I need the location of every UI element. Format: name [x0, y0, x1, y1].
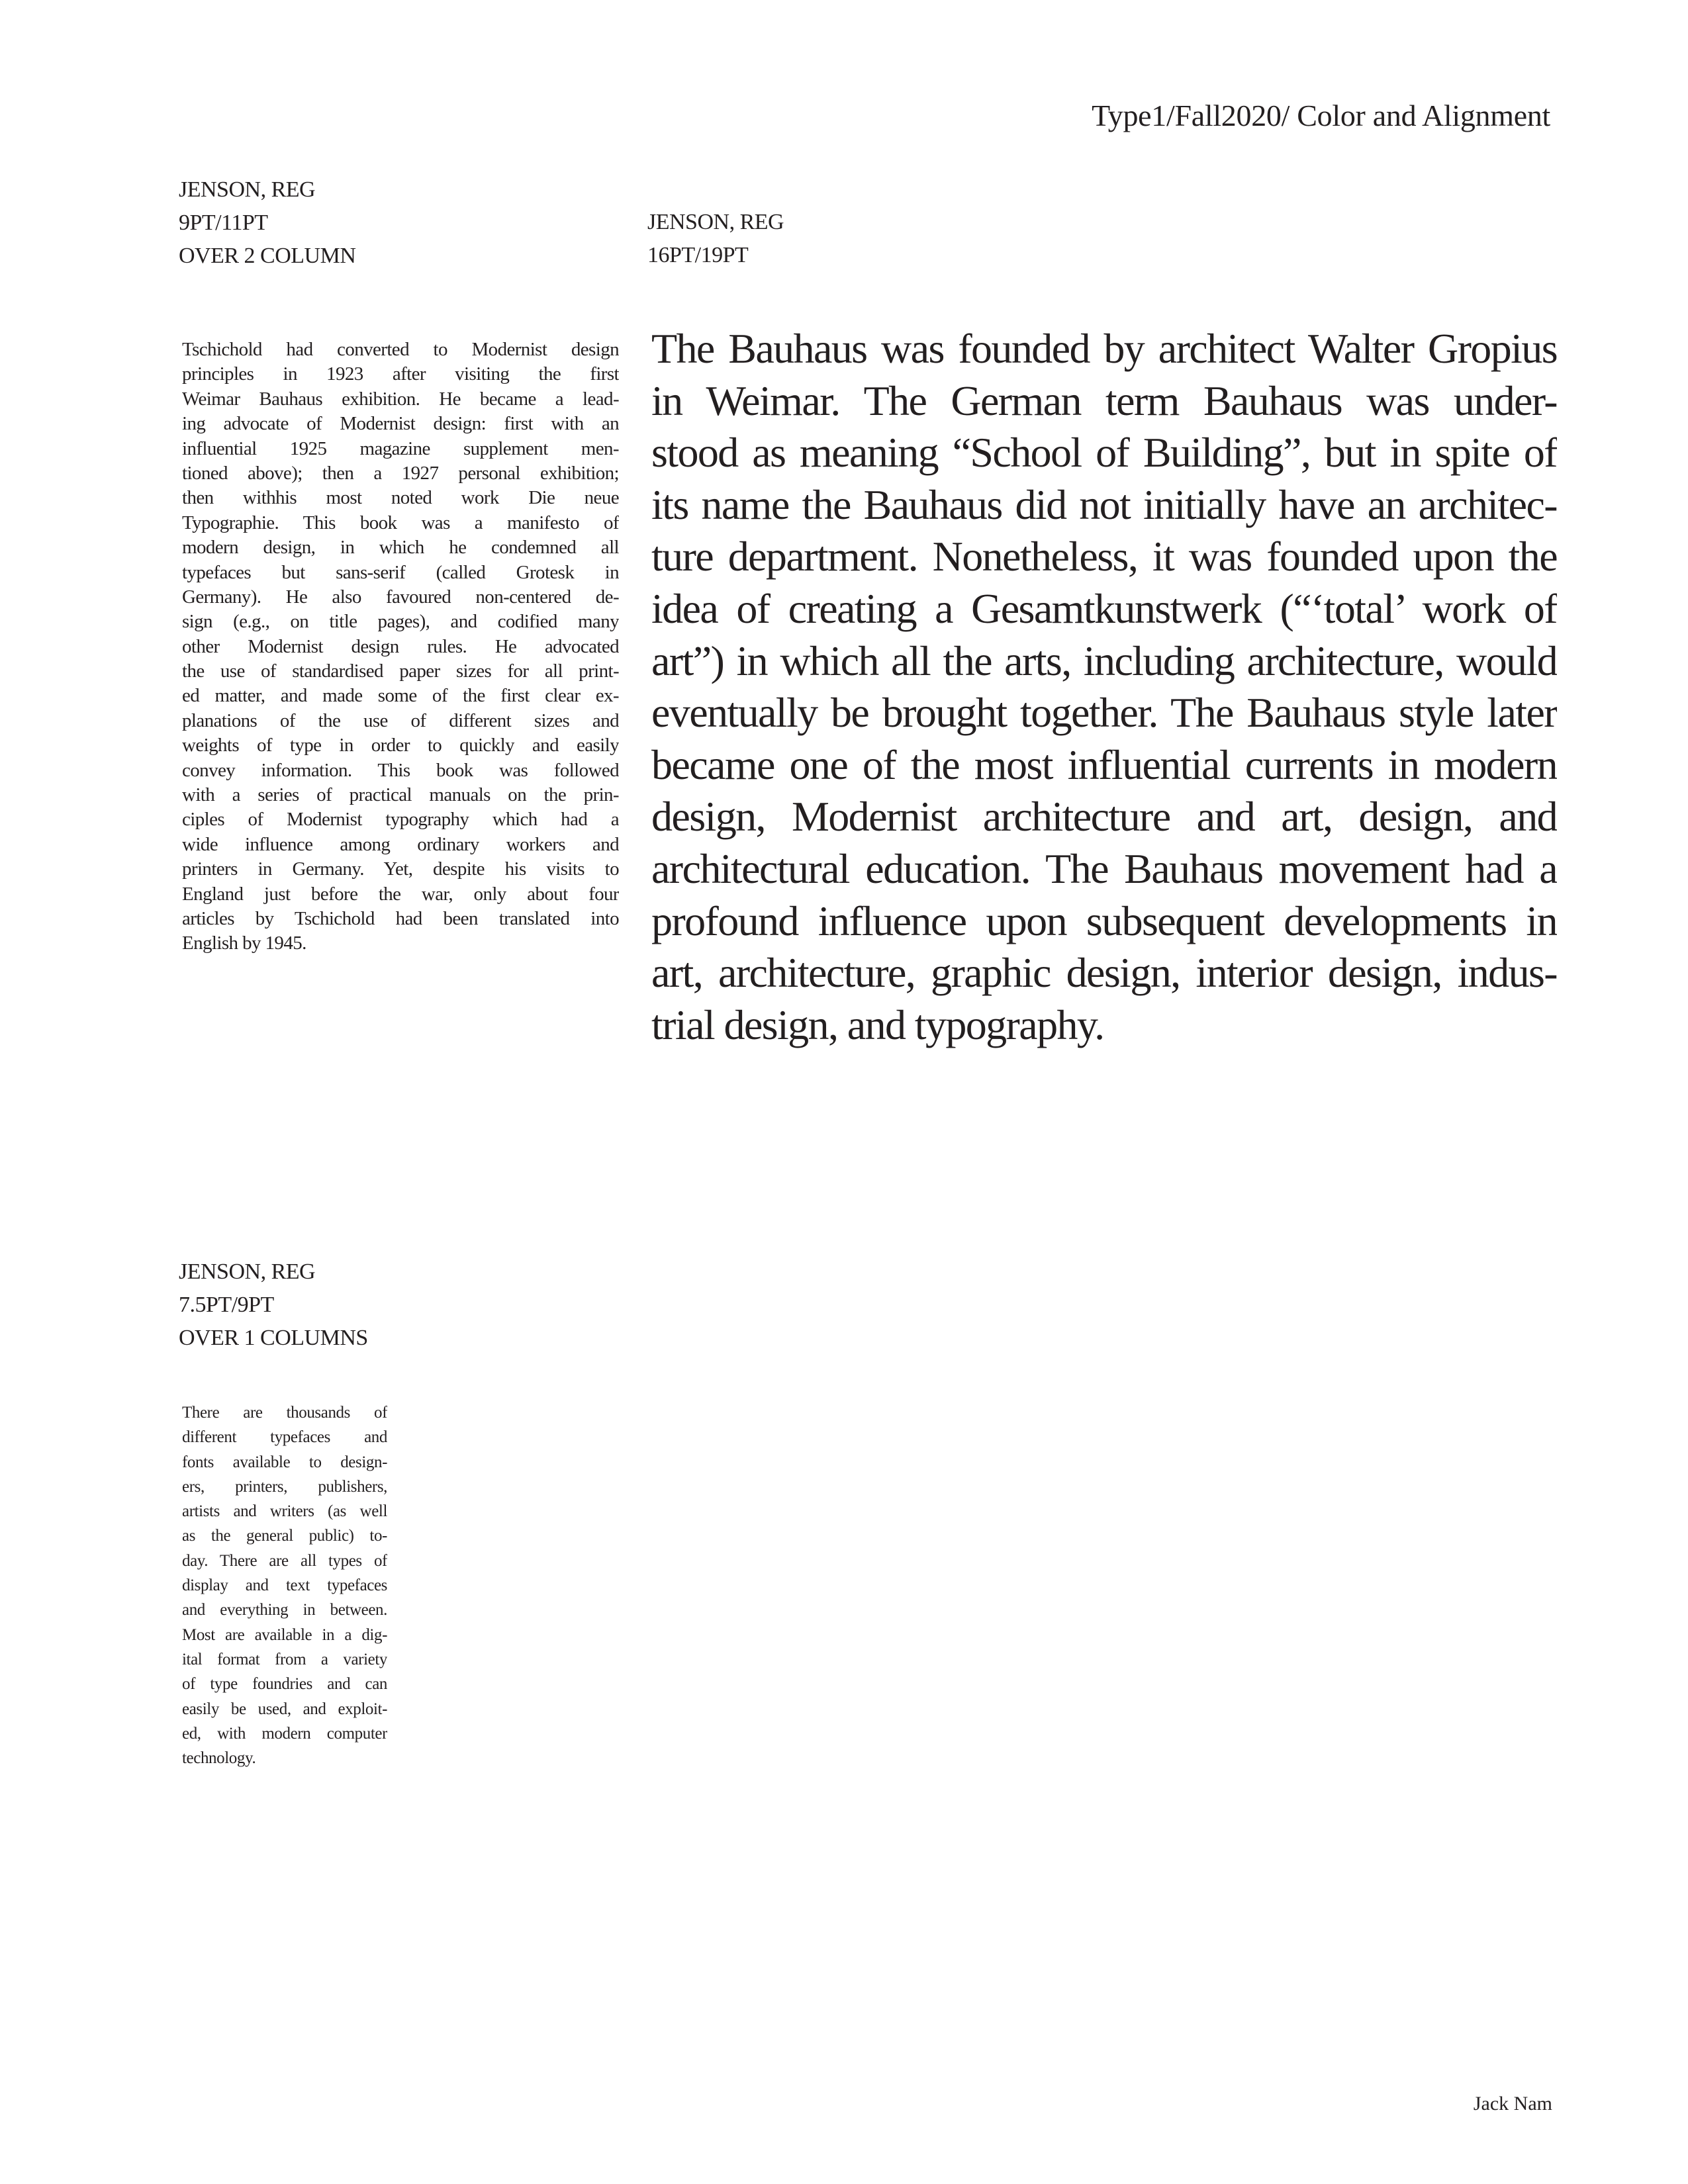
- text-line: weights of type in order to quickly and easily: [182, 735, 619, 756]
- text-line: Weimar Bauhaus exhibition. He became a lead-: [182, 388, 619, 410]
- text-line: printers in Germany. Yet, despite his visits to: [182, 858, 619, 880]
- spec-line: JENSON, REG: [179, 177, 316, 202]
- text-line: modern design, in which he condemned all: [182, 537, 619, 559]
- spec-line: JENSON, REG: [179, 1259, 316, 1284]
- text-line: Typographie. This book was a manifesto of: [182, 512, 619, 533]
- text-line: different typefaces and: [182, 1428, 387, 1447]
- text-line: became one of the most influential currents in modern: [651, 741, 1557, 788]
- footer-author-name: Jack Nam: [1473, 2093, 1552, 2115]
- text-line: art, architecture, graphic design, interior design, indus-: [651, 949, 1557, 997]
- spec-line: 16PT/19PT: [647, 243, 749, 267]
- text-line: ciples of Modernist typography which had a: [182, 809, 619, 831]
- text-line: principles in 1923 after visiting the first: [182, 363, 619, 385]
- text-line: ed matter, and made some of the first clear ex-: [182, 685, 619, 707]
- text-line: influential 1925 magazine supplement men-: [182, 437, 619, 459]
- text-line: idea of creating a Gesamtkunstwerk (“‘total’ work of: [651, 584, 1557, 632]
- text-line: the use of standardised paper sizes for all print-: [182, 660, 619, 682]
- spec-line: JENSON, REG: [647, 210, 784, 234]
- body-text-7-5pt-column: [182, 1400, 387, 1770]
- body-text-16pt-column: [651, 323, 1557, 1051]
- text-line: easily be used, and exploit-: [182, 1700, 387, 1718]
- text-line: its name the Bauhaus did not initially have an architec-: [651, 480, 1557, 528]
- text-line: ture department. Nonetheless, it was founded upon the: [651, 533, 1557, 580]
- text-line: fonts available to design-: [182, 1453, 387, 1471]
- text-line: Tschichold had converted to Modernist design: [182, 339, 619, 360]
- text-line: architectural education. The Bauhaus movement had a: [651, 844, 1557, 892]
- text-line: with a series of practical manuals on the prin-: [182, 784, 619, 806]
- text-line: display and text typefaces: [182, 1576, 387, 1595]
- spec-label-16pt: [647, 206, 784, 272]
- spec-label-7-5pt: [179, 1255, 368, 1355]
- text-line: England just before the war, only about four: [182, 883, 619, 905]
- text-line: and everything in between.: [182, 1601, 387, 1619]
- text-line: of type foundries and can: [182, 1675, 387, 1694]
- text-line: articles by Tschichold had been translated into: [182, 907, 619, 929]
- spec-line: 9PT/11PT: [179, 210, 268, 235]
- text-line: then withhis most noted work Die neue: [182, 487, 619, 509]
- text-line: typefaces but sans-serif (called Grotesk in: [182, 561, 619, 583]
- text-line: eventually be brought together. The Bauhaus style later: [651, 689, 1557, 737]
- text-line: Germany). He also favoured non-centered de-: [182, 586, 619, 608]
- text-line: in Weimar. The German term Bauhaus was under-: [651, 377, 1557, 424]
- spec-line: OVER 1 COLUMNS: [179, 1326, 368, 1350]
- text-line: technology.: [182, 1749, 256, 1768]
- text-line: other Modernist design rules. He advocated: [182, 635, 619, 657]
- text-line: stood as meaning “School of Building”, but in spite of: [651, 429, 1557, 477]
- text-line: wide influence among ordinary workers and: [182, 833, 619, 855]
- text-line: The Bauhaus was founded by architect Walter Gropius: [651, 325, 1557, 372]
- text-line: as the general public) to-: [182, 1527, 387, 1545]
- text-line: There are thousands of: [182, 1404, 387, 1422]
- text-line: sign (e.g., on title pages), and codified many: [182, 611, 619, 633]
- text-line: day. There are all types of: [182, 1551, 387, 1570]
- text-line: Most are available in a dig-: [182, 1625, 387, 1644]
- text-line: ed, with modern computer: [182, 1724, 387, 1743]
- text-line: art”) in which all the arts, including architecture, would: [651, 637, 1557, 684]
- text-line: profound influence upon subsequent developments in: [651, 897, 1557, 944]
- spec-line: OVER 2 COLUMN: [179, 244, 356, 268]
- text-line: English by 1945.: [182, 933, 306, 954]
- text-line: trial design, and typography.: [651, 1001, 1104, 1048]
- body-text-9pt-column: [182, 338, 619, 956]
- text-line: artists and writers (as well: [182, 1502, 387, 1521]
- text-line: ing advocate of Modernist design: first with an: [182, 413, 619, 435]
- text-line: planations of the use of different sizes and: [182, 709, 619, 731]
- text-line: ers, printers, publishers,: [182, 1477, 387, 1496]
- spec-line: 7.5PT/9PT: [179, 1293, 274, 1317]
- text-line: ital format from a variety: [182, 1650, 387, 1668]
- text-line: design, Modernist architecture and art, design, and: [651, 793, 1557, 841]
- spec-label-9pt: [179, 173, 355, 273]
- page-header-title: Type1/Fall2020/ Color and Alignment: [1092, 99, 1550, 132]
- text-line: convey information. This book was followed: [182, 759, 619, 781]
- text-line: tioned above); then a 1927 personal exhibition;: [182, 462, 619, 484]
